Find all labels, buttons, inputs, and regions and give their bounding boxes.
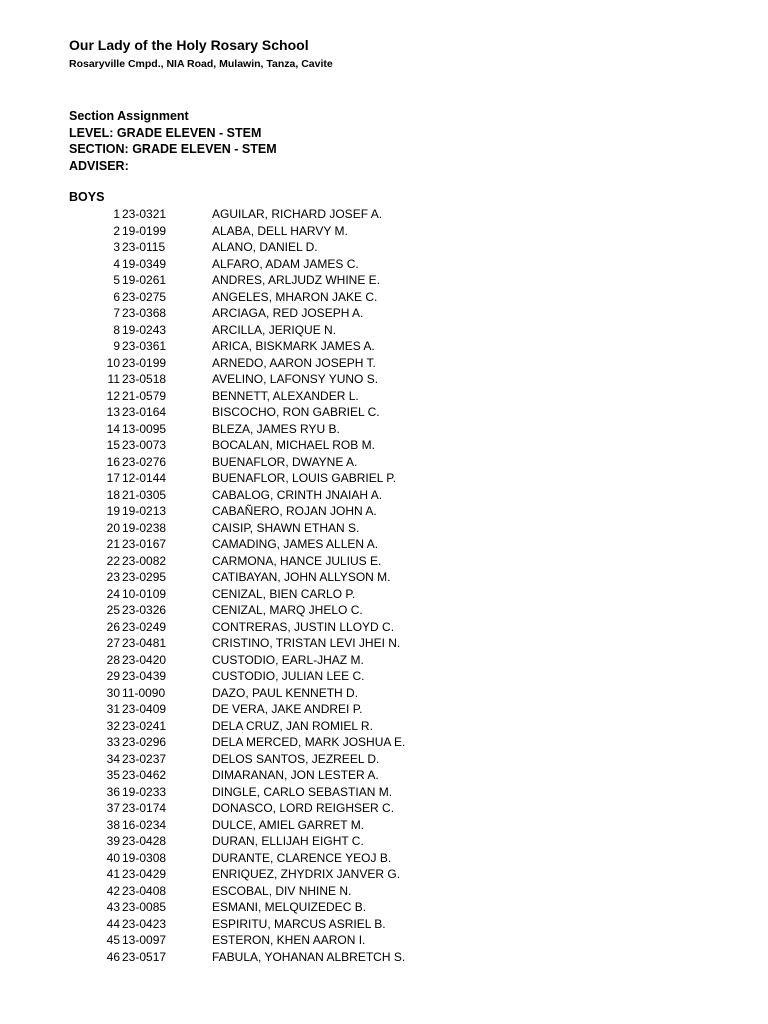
student-id: 23-0481 <box>122 636 167 650</box>
student-id: 23-0361 <box>122 339 167 353</box>
student-row <box>0 223 768 240</box>
student-row <box>0 355 768 372</box>
student-roster <box>0 206 768 965</box>
student-row <box>0 289 768 306</box>
student-row <box>0 520 768 537</box>
level-line: LEVEL: GRADE ELEVEN - STEM <box>69 125 262 140</box>
document-title: Section Assignment <box>69 109 189 123</box>
student-id: 23-0237 <box>122 751 167 766</box>
student-name: DAZO, PAUL KENNETH D. <box>212 685 359 700</box>
student-name: ENRIQUEZ, ZHYDRIX JANVER G. <box>212 867 401 881</box>
student-name: CONTRERAS, JUSTIN LLOYD C. <box>212 619 395 634</box>
student-number: 40 <box>106 850 120 865</box>
student-row <box>0 652 768 669</box>
student-number: 41 <box>106 867 120 881</box>
student-name: DE VERA, JAKE ANDREI P. <box>212 702 363 716</box>
student-id: 23-0164 <box>122 405 167 419</box>
student-name: CATIBAYAN, JOHN ALLYSON M. <box>212 570 391 584</box>
student-number: 45 <box>106 933 120 947</box>
student-number: 23 <box>106 570 120 584</box>
student-row <box>0 701 768 718</box>
student-id: 19-0213 <box>122 504 167 518</box>
student-number: 3 <box>113 240 120 254</box>
student-name: ESTERON, KHEN AARON I. <box>212 933 366 947</box>
student-row <box>0 437 768 454</box>
student-number: 26 <box>106 619 120 634</box>
student-id: 19-0261 <box>122 273 167 287</box>
student-name: ANGELES, MHARON JAKE C. <box>212 289 378 304</box>
student-row <box>0 949 768 966</box>
student-id: 23-0249 <box>122 619 167 634</box>
student-id: 23-0241 <box>122 718 167 733</box>
student-number: 22 <box>106 553 120 568</box>
school-name: Our Lady of the Holy Rosary School <box>69 37 309 53</box>
student-number: 31 <box>106 702 120 716</box>
student-row <box>0 916 768 933</box>
student-id: 19-0238 <box>122 520 167 535</box>
student-id: 23-0296 <box>122 735 167 749</box>
student-name: DELA CRUZ, JAN ROMIEL R. <box>212 718 373 733</box>
student-number: 9 <box>113 339 120 353</box>
student-name: DULCE, AMIEL GARRET M. <box>212 817 365 832</box>
student-id: 23-0409 <box>122 702 167 716</box>
student-number: 18 <box>106 487 120 502</box>
student-number: 46 <box>106 949 120 964</box>
student-number: 42 <box>106 883 120 898</box>
student-id: 13-0097 <box>122 933 167 947</box>
student-id: 23-0174 <box>122 801 167 815</box>
student-row <box>0 503 768 520</box>
student-name: DURANTE, CLARENCE YEOJ B. <box>212 850 392 865</box>
student-row <box>0 404 768 421</box>
student-number: 7 <box>113 306 120 320</box>
boys-heading: BOYS <box>69 190 105 204</box>
student-id: 23-0199 <box>122 355 167 370</box>
student-number: 28 <box>106 652 120 667</box>
student-id: 23-0082 <box>122 553 167 568</box>
student-name: BUENAFLOR, LOUIS GABRIEL P. <box>212 471 397 485</box>
student-row <box>0 470 768 487</box>
student-number: 43 <box>106 900 120 914</box>
student-number: 5 <box>113 273 120 287</box>
student-name: CAISIP, SHAWN ETHAN S. <box>212 520 360 535</box>
student-row <box>0 800 768 817</box>
student-number: 10 <box>106 355 120 370</box>
student-number: 4 <box>113 256 120 271</box>
student-name: ALABA, DELL HARVY M. <box>212 223 348 238</box>
student-row <box>0 899 768 916</box>
student-row <box>0 388 768 405</box>
student-id: 23-0420 <box>122 652 167 667</box>
student-number: 29 <box>106 669 120 683</box>
student-row <box>0 850 768 867</box>
student-row <box>0 767 768 784</box>
student-name: CUSTODIO, JULIAN LEE C. <box>212 669 365 683</box>
student-id: 19-0308 <box>122 850 167 865</box>
student-number: 2 <box>113 223 120 238</box>
student-name: CUSTODIO, EARL-JHAZ M. <box>212 652 364 667</box>
student-number: 17 <box>106 471 120 485</box>
student-number: 36 <box>106 784 120 799</box>
student-number: 39 <box>106 834 120 848</box>
student-number: 21 <box>106 537 120 551</box>
student-row <box>0 932 768 949</box>
student-row <box>0 454 768 471</box>
student-row <box>0 338 768 355</box>
student-name: BISCOCHO, RON GABRIEL C. <box>212 405 380 419</box>
student-name: DELA MERCED, MARK JOSHUA E. <box>212 735 406 749</box>
student-id: 23-0368 <box>122 306 167 320</box>
student-number: 32 <box>106 718 120 733</box>
student-number: 16 <box>106 454 120 469</box>
student-number: 8 <box>113 322 120 337</box>
student-id: 16-0234 <box>122 817 167 832</box>
student-number: 27 <box>106 636 120 650</box>
student-row <box>0 536 768 553</box>
student-row <box>0 371 768 388</box>
student-id: 21-0305 <box>122 487 167 502</box>
student-row <box>0 421 768 438</box>
student-id: 23-0321 <box>122 207 167 221</box>
student-number: 30 <box>106 685 120 700</box>
student-id: 23-0408 <box>122 883 167 898</box>
student-name: BENNETT, ALEXANDER L. <box>212 388 359 403</box>
student-name: DURAN, ELLIJAH EIGHT C. <box>212 834 364 848</box>
student-number: 19 <box>106 504 120 518</box>
student-name: AGUILAR, RICHARD JOSEF A. <box>212 207 383 221</box>
student-name: CENIZAL, BIEN CARLO P. <box>212 586 356 601</box>
student-row <box>0 322 768 339</box>
student-name: ALFARO, ADAM JAMES C. <box>212 256 359 271</box>
student-name: DINGLE, CARLO SEBASTIAN M. <box>212 784 393 799</box>
student-row <box>0 784 768 801</box>
school-address: Rosaryville Cmpd., NIA Road, Mulawin, Tanza, Cavite <box>69 58 333 70</box>
student-row <box>0 586 768 603</box>
student-number: 11 <box>107 372 120 386</box>
student-id: 19-0233 <box>122 784 167 799</box>
student-number: 33 <box>106 735 120 749</box>
student-row <box>0 718 768 735</box>
student-number: 13 <box>106 405 120 419</box>
student-number: 34 <box>106 751 120 766</box>
student-id: 23-0167 <box>122 537 167 551</box>
student-row <box>0 685 768 702</box>
student-id: 10-0109 <box>122 586 167 601</box>
student-row <box>0 602 768 619</box>
student-name: ARNEDO, AARON JOSEPH T. <box>212 355 376 370</box>
student-id: 13-0095 <box>122 421 167 436</box>
student-number: 6 <box>113 289 120 304</box>
student-id: 23-0115 <box>122 240 166 254</box>
student-name: ALANO, DANIEL D. <box>212 240 318 254</box>
student-name: ARICA, BISKMARK JAMES A. <box>212 339 375 353</box>
student-row <box>0 817 768 834</box>
student-name: FABULA, YOHANAN ALBRETCH S. <box>212 949 406 964</box>
student-row <box>0 256 768 273</box>
student-number: 1 <box>113 207 120 221</box>
student-id: 23-0275 <box>122 289 167 304</box>
student-id: 19-0349 <box>122 256 167 271</box>
student-name: CAMADING, JAMES ALLEN A. <box>212 537 379 551</box>
student-row <box>0 619 768 636</box>
student-row <box>0 635 768 652</box>
student-id: 19-0199 <box>122 223 167 238</box>
student-id: 23-0517 <box>122 949 167 964</box>
student-name: ANDRES, ARLJUDZ WHINE E. <box>212 273 381 287</box>
student-id: 12-0144 <box>122 471 167 485</box>
student-id: 23-0276 <box>122 454 167 469</box>
student-row <box>0 569 768 586</box>
student-row <box>0 553 768 570</box>
student-id: 23-0326 <box>122 603 167 617</box>
student-name: ESCOBAL, DIV NHINE N. <box>212 883 352 898</box>
student-row <box>0 734 768 751</box>
student-id: 11-0090 <box>122 685 166 700</box>
student-row <box>0 833 768 850</box>
student-name: DIMARANAN, JON LESTER A. <box>212 768 379 782</box>
section-line: SECTION: GRADE ELEVEN - STEM <box>69 142 277 156</box>
student-number: 20 <box>106 520 120 535</box>
student-name: ARCIAGA, RED JOSEPH A. <box>212 306 364 320</box>
student-id: 23-0429 <box>122 867 167 881</box>
student-id: 21-0579 <box>122 388 167 403</box>
student-id: 23-0462 <box>122 768 167 782</box>
student-name: CABAÑERO, ROJAN JOHN A. <box>212 504 377 518</box>
student-name: CARMONA, HANCE JULIUS E. <box>212 553 382 568</box>
student-row <box>0 206 768 223</box>
student-name: ESPIRITU, MARCUS ASRIEL B. <box>212 916 386 931</box>
student-name: ESMANI, MELQUIZEDEC B. <box>212 900 367 914</box>
student-row <box>0 487 768 504</box>
student-row <box>0 668 768 685</box>
student-row <box>0 883 768 900</box>
student-row <box>0 272 768 289</box>
student-id: 23-0439 <box>122 669 167 683</box>
student-name: ARCILLA, JERIQUE N. <box>212 322 337 337</box>
student-id: 19-0243 <box>122 322 167 337</box>
student-row <box>0 239 768 256</box>
student-id: 23-0073 <box>122 438 167 452</box>
section-info <box>69 108 277 174</box>
student-id: 23-0295 <box>122 570 167 584</box>
student-name: BUENAFLOR, DWAYNE A. <box>212 454 358 469</box>
student-number: 15 <box>106 438 120 452</box>
student-number: 12 <box>106 388 120 403</box>
adviser-line: ADVISER: <box>69 158 129 173</box>
student-id: 23-0428 <box>122 834 167 848</box>
student-name: CRISTINO, TRISTAN LEVI JHEI N. <box>212 636 401 650</box>
student-id: 23-0423 <box>122 916 167 931</box>
student-number: 35 <box>106 768 120 782</box>
student-id: 23-0518 <box>122 372 167 386</box>
student-name: DONASCO, LORD REIGHSER C. <box>212 801 395 815</box>
student-number: 25 <box>106 603 120 617</box>
student-number: 14 <box>106 421 120 436</box>
student-id: 23-0085 <box>122 900 167 914</box>
student-row <box>0 751 768 768</box>
student-name: BLEZA, JAMES RYU B. <box>212 421 340 436</box>
student-number: 24 <box>106 586 120 601</box>
student-name: AVELINO, LAFONSY YUNO S. <box>212 372 379 386</box>
student-name: BOCALAN, MICHAEL ROB M. <box>212 438 375 452</box>
student-number: 37 <box>106 801 120 815</box>
student-name: CENIZAL, MARQ JHELO C. <box>212 603 363 617</box>
student-name: CABALOG, CRINTH JNAIAH A. <box>212 487 383 502</box>
student-row <box>0 305 768 322</box>
student-number: 44 <box>106 916 120 931</box>
student-name: DELOS SANTOS, JEZREEL D. <box>212 751 380 766</box>
student-number: 38 <box>106 817 120 832</box>
student-row <box>0 866 768 883</box>
